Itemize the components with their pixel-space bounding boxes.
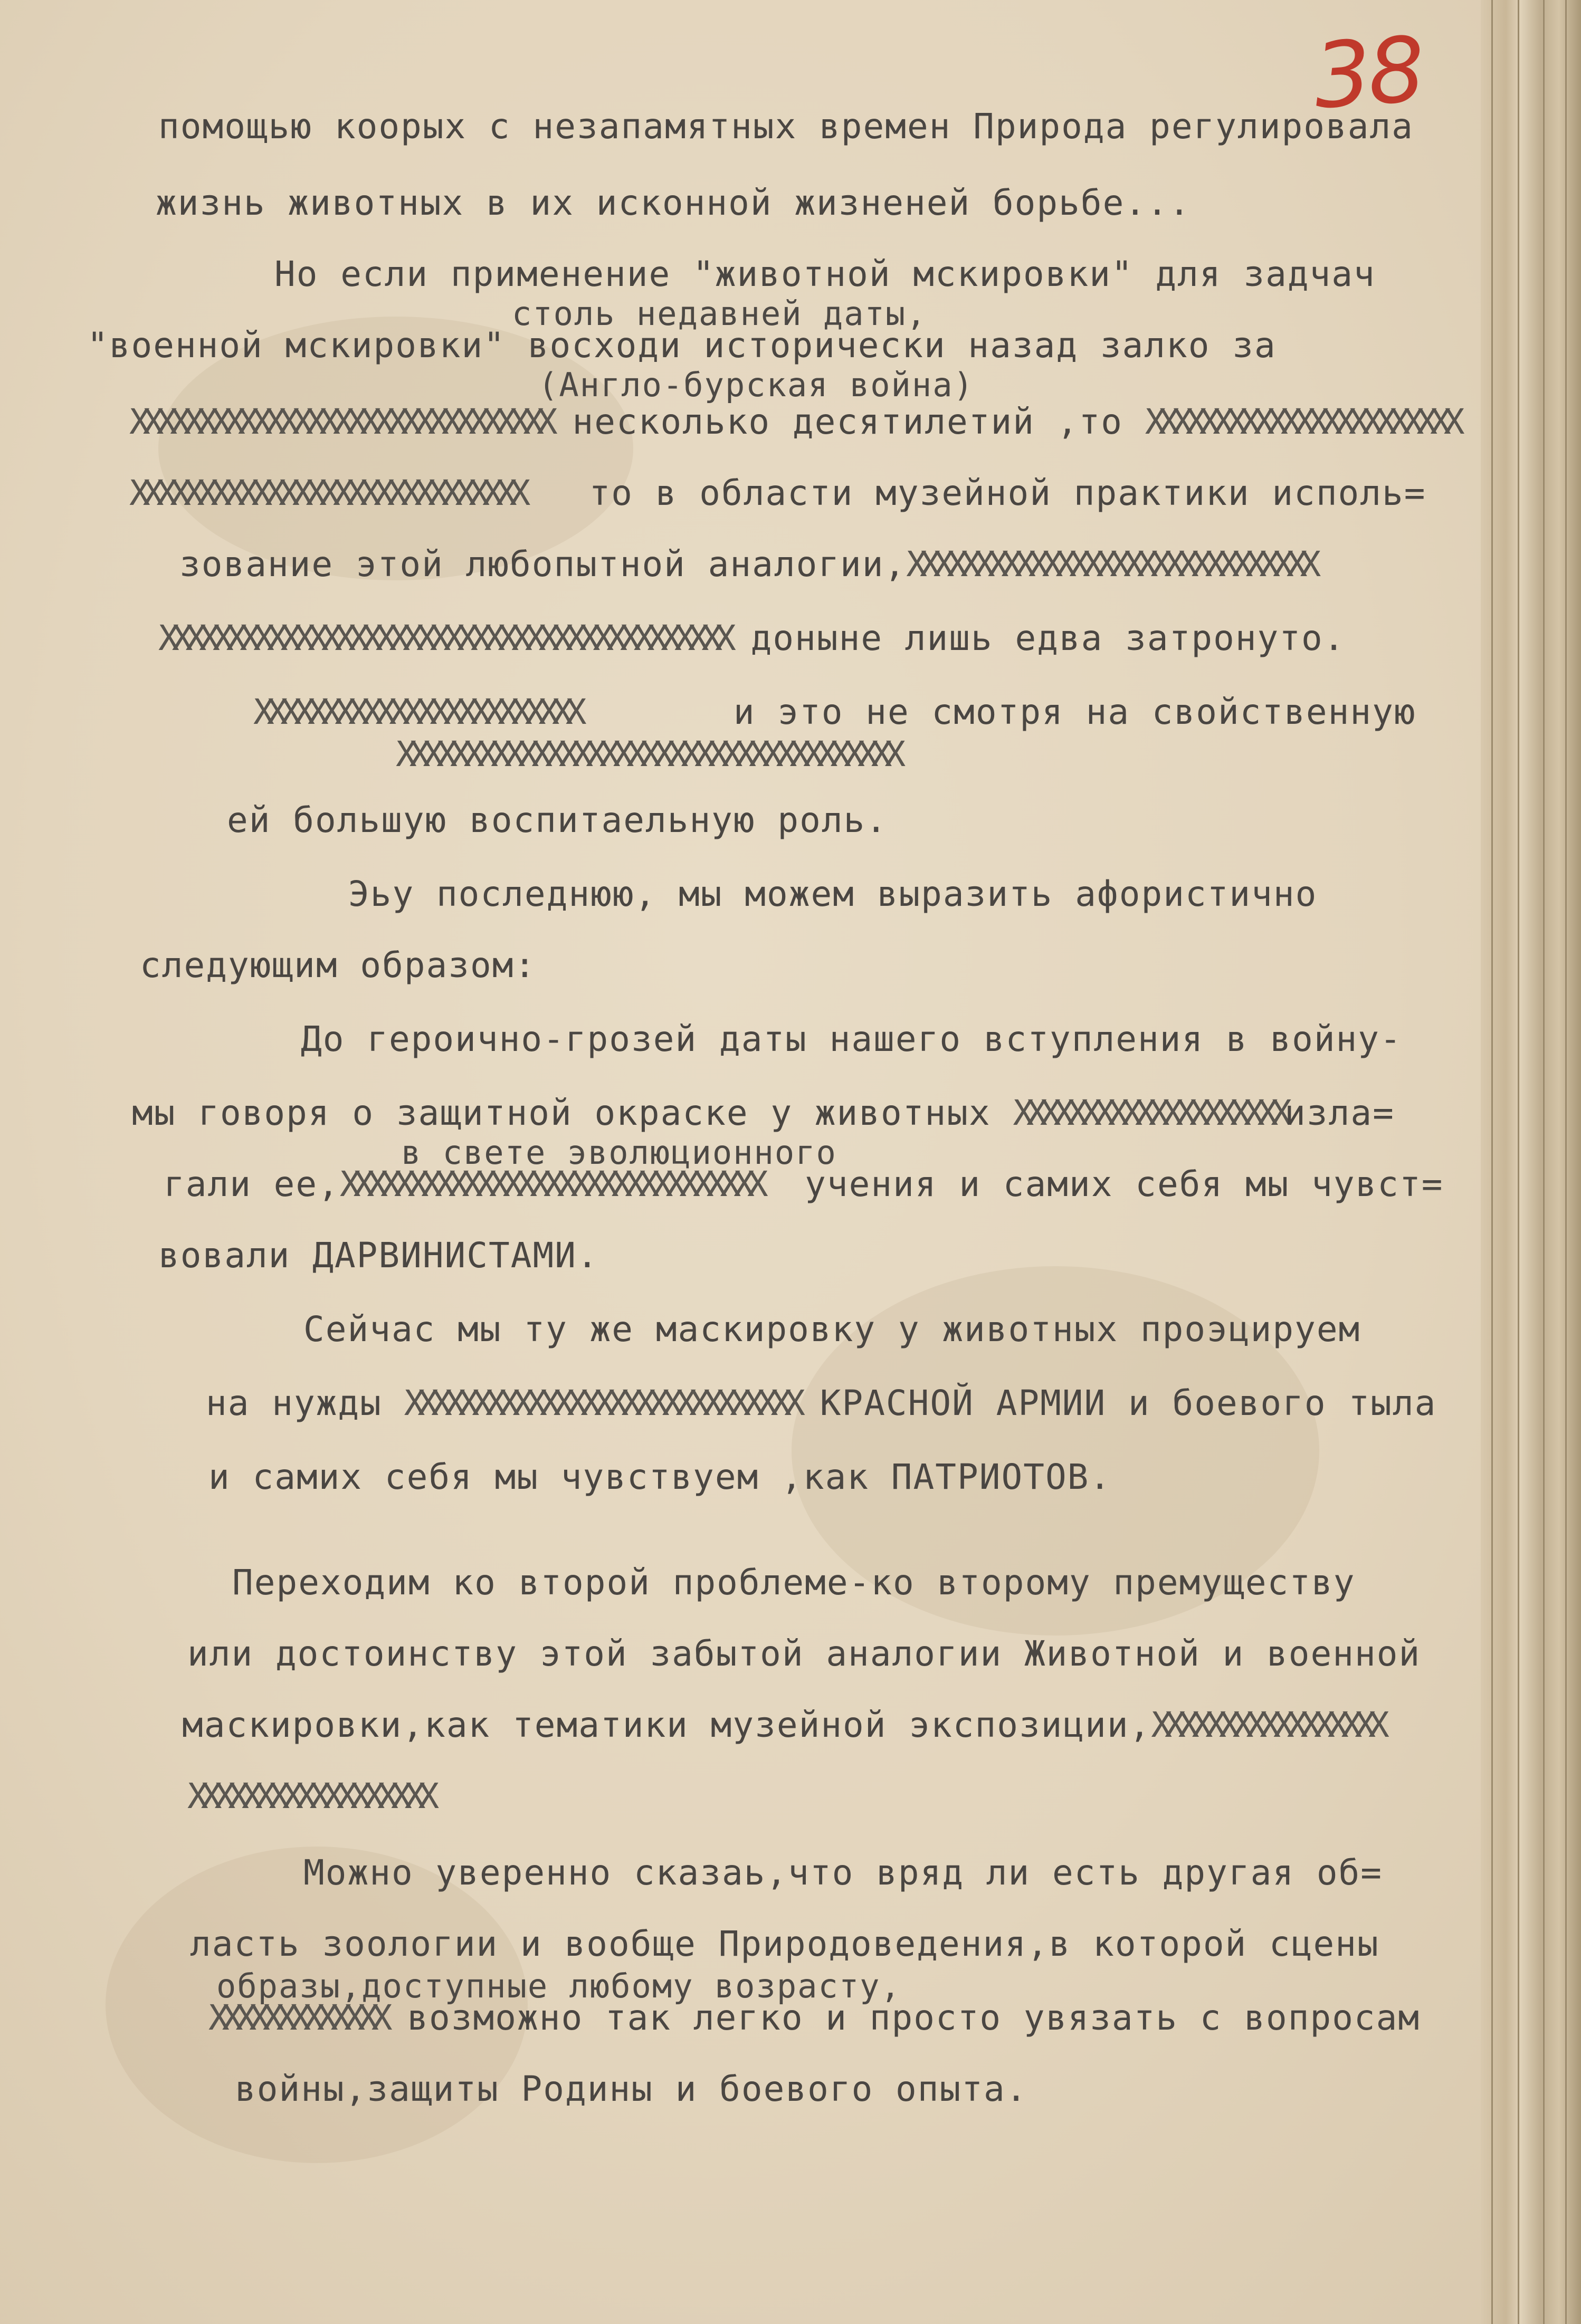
text-fragment: гали ее,: [164, 1164, 340, 1204]
text-fragment: изла=: [1284, 1093, 1395, 1133]
text-fragment: маскировки,как тематики музейной экспозиции,: [182, 1705, 1151, 1745]
text-line: Сейчас мы ту же маскировку у животных проэцируем: [303, 1309, 1361, 1350]
text-line-with-strikeout: на нужды XXXXXXXXXXXXXXXXXXXXXXXXXXXXX КРАСНОЙ АРМИИ и боевого тыла: [206, 1383, 1437, 1423]
text-line-with-strikeout: мы говоря о защитной окраске у животных XXXXXXXXXXXXXXXXXXXXизла=: [132, 1093, 1395, 1133]
text-fragment: возможно так легко и просто увязать с вопросам: [407, 1997, 1421, 2038]
text-line: или достоинству этой забытой аналогии Животной и военной: [187, 1633, 1421, 1674]
inserted-line: (Англо-бурская война): [538, 366, 974, 404]
folio-number: 38: [1310, 17, 1425, 129]
text-line: помощью коорых с незапамятных времен Природа регулировала: [158, 106, 1414, 147]
text-fragment: зование этой любопытной аналогии,: [179, 544, 907, 585]
text-line: следующим образом:: [140, 945, 537, 986]
text-fragment: несколько десятилетий ,то: [572, 401, 1123, 442]
text-line-with-strikeout: маскировки,как тематики музейной экспозиции,XXXXXXXXXXXXXXXXX: [182, 1705, 1382, 1745]
text-line-with-strikeout: гали ее,XXXXXXXXXXXXXXXXXXXXXXXXXXXXXXX учения и самих себя мы чувст=: [164, 1164, 1444, 1204]
text-line: Но если применение "животной мскировки" для задчач: [274, 254, 1376, 294]
text-fragment: доныне лишь едва затронуто.: [750, 618, 1346, 658]
text-fragment: на нужды: [206, 1383, 382, 1423]
text-line-with-strikeout: XXXXXXXXXXXXXXXXXXXXXXXXXXXXXXXXXXXXXXXXXX доныне лишь едва затронуто.: [158, 618, 1346, 658]
text-fragment: учения и самих себя мы чувст=: [805, 1164, 1444, 1204]
text-line: Эьу последнюю, мы можем выразить афористично: [348, 874, 1318, 914]
inserted-line: в свете эволюционного: [401, 1133, 837, 1172]
inserted-line: столь недавней даты,: [512, 294, 927, 333]
text-line-with-strikeout: зование этой любопытной аналогии,XXXXXXXXXXXXXXXXXXXXXXXXXXXXXX: [179, 544, 1314, 585]
text-line: войны,защиты Родины и боевого опыта.: [235, 2069, 1028, 2109]
text-fragment: мы говоря о защитной окраске у животных: [132, 1093, 991, 1133]
text-line-with-strikeout: XXXXXXXXXXXXXXXXXXXXXXXXXXXXXXX несколько десятилетий ,то XXXXXXXXXXXXXXXXXXXXXXX: [129, 401, 1458, 442]
text-line: ей большую воспитаельную роль.: [227, 800, 888, 840]
text-fragment: КРАСНОЙ АРМИИ и боевого тыла: [820, 1383, 1437, 1423]
text-line: и самих себя мы чувствуем ,как ПАТРИОТОВ.: [208, 1457, 1112, 1497]
page-binding-edge: [1481, 0, 1581, 2324]
text-fragment: и это не смотря на свойственную: [733, 692, 1416, 732]
text-line: ласть зоологии и вообще Природоведения,в которой сцены: [190, 1924, 1379, 1964]
text-line: Переходим ко второй проблеме-ко второму премуществу: [232, 1562, 1356, 1603]
text-line-with-strikeout: XXXXXXXXXXXXX возможно так легко и просто увязать с вопросам: [208, 1997, 1421, 2038]
text-line-with-strikeout: XXXXXXXXXXXXXXXXXXXXXXXXXXXXX то в области музейной практики исполь=: [129, 473, 1426, 513]
text-line: вовали ДАРВИНИСТАМИ.: [158, 1235, 599, 1276]
text-fragment: то в области музейной практики исполь=: [589, 473, 1426, 513]
text-line: До героично-грозей даты нашего вступления в войну-: [301, 1019, 1402, 1059]
text-line: Можно уверенно сказаь,что вряд ли есть другая об=: [303, 1852, 1383, 1893]
text-line: "военной мскировки" восходи исторически назад залко за: [87, 325, 1277, 366]
text-line-with-strikeout: XXXXXXXXXXXXXXXXXXXXXXXX и это не смотря на свойственную: [253, 692, 1416, 732]
inserted-line: образы,доступные любому возрасту,: [216, 1967, 901, 2005]
struck-line: XXXXXXXXXXXXXXXXXX: [187, 1776, 432, 1816]
struck-inserted-line: XXXXXXXXXXXXXXXXXXXXXXXXXXXXXXXXXXXXX: [396, 734, 899, 774]
text-line: жизнь животных в их исконной жизненей борьбе...: [156, 183, 1191, 223]
